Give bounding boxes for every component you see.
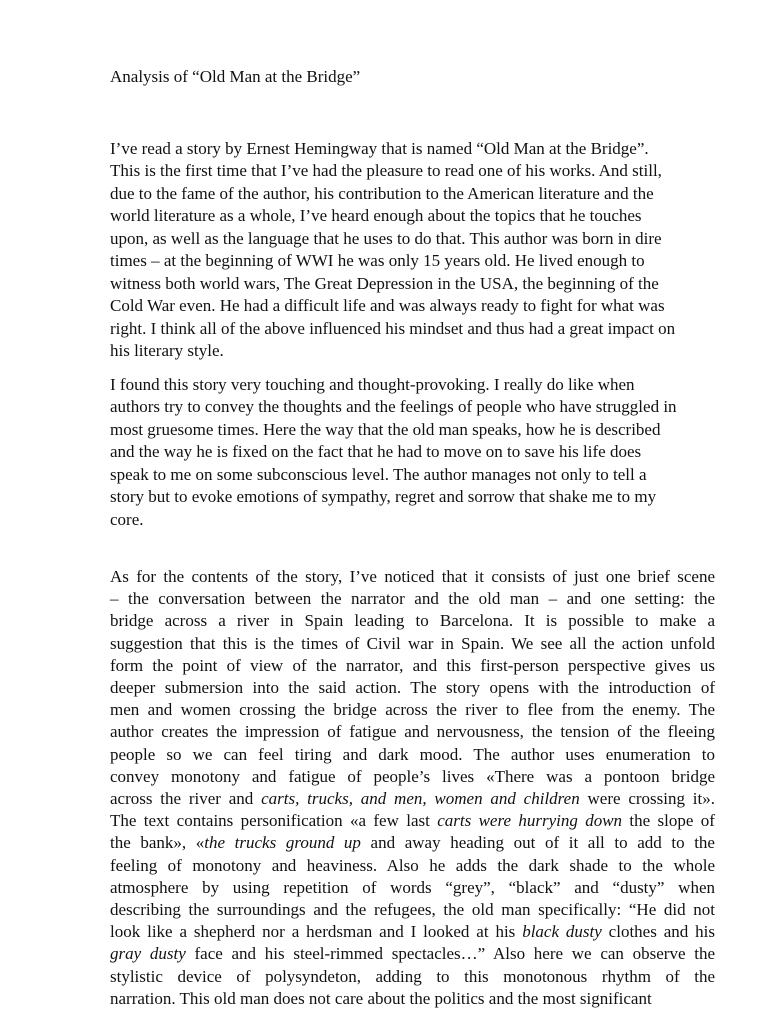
- italic-quote: carts, trucks, and men, women and children: [261, 789, 580, 809]
- text-segment: were crossing it».: [579, 789, 715, 809]
- text-line: stylistic device of polysyndeton, adding to this monotonous rhythm of the: [110, 966, 715, 986]
- text-line: most gruesome times. Here the way that the old man speaks, how he is described: [110, 419, 661, 439]
- text-segment: clothes and his: [601, 922, 715, 942]
- text-segment: and away heading out of it all to add to the: [360, 833, 715, 853]
- text-line: atmosphere by using repetition of words “grey”, “black” and “dusty” when: [110, 877, 715, 897]
- text-line: suggestion that this is the times of Civil war in Spain. We see all the action unfold: [110, 633, 715, 653]
- italic-quote: gray dusty: [110, 944, 186, 964]
- text-line: narration. This old man does not care about the politics and the most significant: [110, 988, 652, 1008]
- text-line: As for the contents of the story, I’ve noticed that it consists of just one brief scene: [110, 567, 715, 586]
- italic-quote: black dusty: [522, 922, 602, 942]
- text-line: and the way he is fixed on the fact that he had to move on to save his life does: [110, 442, 642, 462]
- text-line: I found this story very touching and thought-provoking. I really do like when: [110, 375, 635, 394]
- text-line: due to the fame of the author, his contribution to the American literature and the: [110, 183, 654, 203]
- text-line: upon, as well as the language that he uses to do that. This author was born in dire: [110, 228, 662, 248]
- text-line: core.: [110, 509, 144, 529]
- italic-quote: the trucks ground up: [204, 833, 361, 853]
- paragraph-analysis: [110, 566, 715, 1010]
- text-line: [110, 810, 715, 832]
- text-line: world literature as a whole, I’ve heard enough about the topics that he touches: [110, 206, 642, 226]
- text-segment: The text contains personification «a few last: [110, 811, 438, 831]
- text-line: describing the surroundings and the refugees, the old man specifically: “He did not: [110, 900, 715, 920]
- paragraph-impression: [110, 374, 715, 531]
- text-line: authors try to convey the thoughts and the feelings of people who have struggled in: [110, 397, 677, 417]
- text-line: [110, 921, 715, 943]
- text-line: people so we can feel tiring and dark mood. The author uses enumeration to: [110, 744, 715, 764]
- italic-quote: carts were hurrying down: [437, 811, 623, 831]
- text-line: – the conversation between the narrator and the old man – and one setting: the: [110, 589, 715, 609]
- text-line: story but to evoke emotions of sympathy, regret and sorrow that shake me to my: [110, 487, 657, 507]
- text-segment: across the river and: [110, 789, 262, 809]
- text-line: speak to me on some subconscious level. The author manages not only to tell a: [110, 464, 647, 484]
- text-line: convey monotony and fatigue of people’s lives «There was a pontoon bridge: [110, 766, 715, 786]
- text-segment: face and his steel-rimmed spectacles…” Also here we can observe the: [185, 944, 715, 964]
- text-line: [110, 788, 715, 810]
- text-line: I’ve read a story by Ernest Hemingway that is named “Old Man at the Bridge”.: [110, 139, 649, 158]
- text-line: bridge across a river in Spain leading to Barcelona. It is possible to make a: [110, 611, 715, 631]
- text-line: men and women crossing the bridge across the river to flee from the enemy. The: [110, 700, 715, 720]
- text-line: [110, 943, 715, 965]
- text-segment: look like a shepherd nor a herdsman and I looked at his: [110, 922, 523, 942]
- text-line: feeling of monotony and heaviness. Also he adds the dark shade to the whole: [110, 855, 715, 875]
- text-line: his literary style.: [110, 341, 224, 361]
- text-line: form the point of view of the narrator, and this first-person perspective gives us: [110, 655, 715, 675]
- text-line: Cold War even. He had a difficult life and was always ready to fight for what was: [110, 296, 665, 316]
- document-title: Analysis of “Old Man at the Bridge”: [110, 67, 361, 86]
- text-line: witness both world wars, The Great Depression in the USA, the beginning of the: [110, 273, 659, 293]
- text-segment: the bank», «: [110, 833, 205, 853]
- paragraph-introduction: [110, 138, 715, 363]
- text-line: right. I think all of the above influenced his mindset and thus had a great impact on: [110, 318, 676, 338]
- text-line: times – at the beginning of WWI he was only 15 years old. He lived enough to: [110, 251, 645, 271]
- text-line: deeper submersion into the said action. The story opens with the introduction of: [110, 678, 715, 698]
- text-line: [110, 832, 715, 854]
- text-segment: the slope of: [622, 811, 715, 831]
- text-line: author creates the impression of fatigue and nervousness, the tension of the fleeing: [110, 722, 715, 742]
- text-line: This is the first time that I’ve had the pleasure to read one of his works. And still,: [110, 161, 662, 181]
